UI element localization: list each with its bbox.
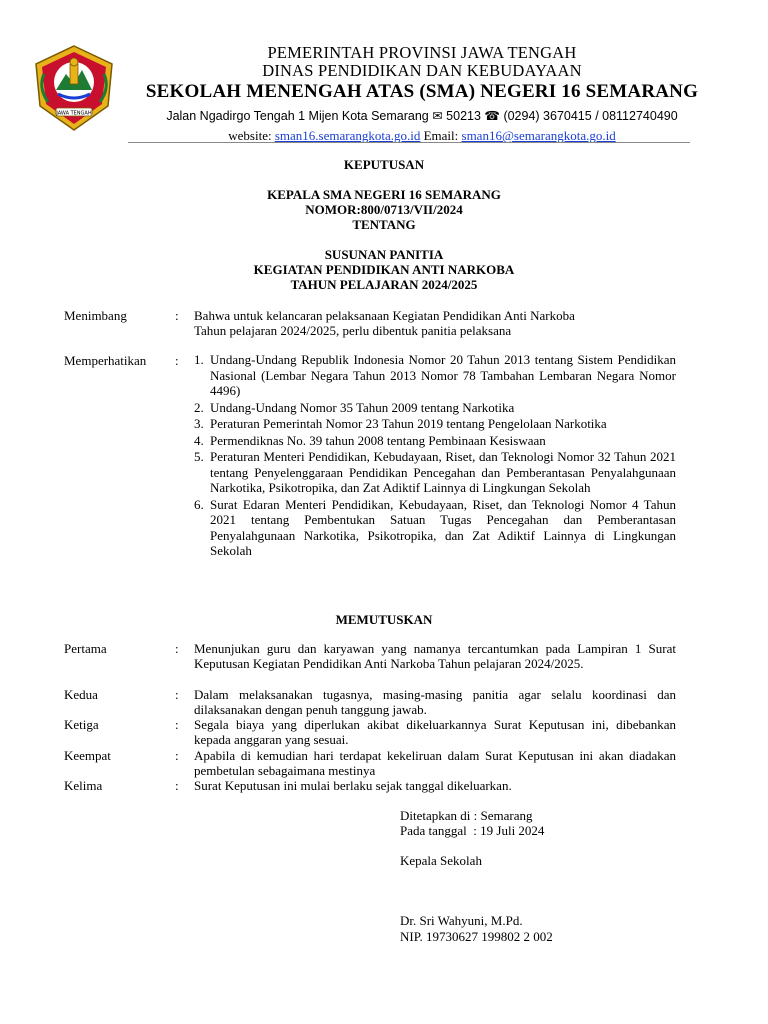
decision-colon: : xyxy=(175,778,179,793)
list-item xyxy=(194,449,676,496)
signature-name: Dr. Sri Wahyuni, M.Pd. xyxy=(400,913,523,928)
decision-colon: : xyxy=(175,641,179,656)
decision-colon: : xyxy=(175,687,179,702)
signature-nip: NIP. 19730627 199802 2 002 xyxy=(400,929,553,944)
list-item xyxy=(194,416,676,432)
memperhatikan-label: Memperhatikan xyxy=(64,353,147,368)
list-item-number: 2. xyxy=(194,399,204,415)
letterhead-school-name: SEKOLAH MENENGAH ATAS (SMA) NEGERI 16 SEMARANG xyxy=(145,81,699,102)
list-item xyxy=(194,352,676,399)
doc-title-tentang: TENTANG xyxy=(352,217,416,232)
menimbang-text xyxy=(194,308,676,338)
list-item-text: Undang-Undang Republik Indonesia Nomor 20 Tahun 2013 tentang Sistem Pendidikan Nasional (Lembar Negara Tahun 2013 Nomor 78 Tambahan Lembaran Negara Nomor 4496) xyxy=(210,352,676,398)
list-item-number: 5. xyxy=(194,449,204,464)
decision-colon: : xyxy=(175,717,179,732)
signature-date: Pada tanggal : 19 Juli 2024 xyxy=(400,823,545,838)
letterhead-department: DINAS PENDIDIKAN DAN KEBUDAYAAN xyxy=(262,61,582,80)
doc-title-kegiatan: KEGIATAN PENDIDIKAN ANTI NARKOBA xyxy=(253,262,515,277)
decision-text: Surat Keputusan ini mulai berlaku sejak tanggal dikeluarkan. xyxy=(194,778,512,793)
memperhatikan-colon: : xyxy=(175,353,179,368)
menimbang-colon: : xyxy=(175,308,179,323)
list-item xyxy=(194,433,676,449)
decision-label: Kelima xyxy=(64,778,103,793)
letterhead-divider xyxy=(128,142,690,143)
letterhead xyxy=(120,44,724,145)
website-link[interactable]: sman16.semarangkota.go.id xyxy=(274,128,421,143)
jawa-tengah-emblem-logo xyxy=(32,44,116,132)
list-item-text: Surat Edaran Menteri Pendidikan, Kebudayaan, Riset, dan Teknologi Nomor 4 Tahun 2021 tentang Pembentukan Satuan Tugas Pencegahan dan Pemberantasan Penyalahgunaan Narkotika, Psikotropika, dan Zat Adiktif Lainnya di Lingkungan Sekolah xyxy=(210,496,676,558)
list-item-number: 1. xyxy=(194,352,204,367)
logo-caption: JAWA TENGAH xyxy=(56,110,92,117)
doc-title-keputusan: KEPUTUSAN xyxy=(343,157,425,172)
doc-title-tahun: TAHUN PELAJARAN 2024/2025 xyxy=(290,277,478,292)
decision-colon: : xyxy=(175,748,179,763)
decision-text: Dalam melaksanakan tugasnya, masing-masing panitia agar selalu koordinasi dan dilaksanakan dengan penuh tanggung jawab. xyxy=(194,687,676,717)
signature-position: Kepala Sekolah xyxy=(400,853,482,868)
doc-title-kepala: KEPALA SMA NEGERI 16 SEMARANG xyxy=(267,187,501,202)
letterhead-address: Jalan Ngadirgo Tengah 1 Mijen Kota Semarang ✉ 50213 ☎ (0294) 3670415 / 08112740490 xyxy=(166,109,678,123)
list-item-text: Peraturan Pemerintah Nomor 23 Tahun 2019 tentang Pengelolaan Narkotika xyxy=(210,416,607,431)
letterhead-government: PEMERINTAH PROVINSI JAWA TENGAH xyxy=(267,43,577,62)
list-item xyxy=(194,400,676,416)
decision-label: Ketiga xyxy=(64,717,99,732)
list-item-number: 6. xyxy=(194,496,204,512)
decision-text: Apabila di kemudian hari terdapat kekeliruan dalam Surat Keputusan ini akan diadakan pembetulan sebagaimana mestinya xyxy=(194,748,676,778)
website-label: website: xyxy=(228,128,272,143)
doc-title-nomor: NOMOR:800/0713/VII/2024 xyxy=(305,202,463,217)
decision-label: Kedua xyxy=(64,687,98,702)
list-item xyxy=(194,497,676,559)
menimbang-line-2: Tahun pelajaran 2024/2025, perlu dibentuk panitia pelaksana xyxy=(194,323,512,338)
decision-text: Menunjukan guru dan karyawan yang namanya tercantumkan pada Lampiran 1 Surat Keputusan Kegiatan Pendidikan Anti Narkoba Tahun pelajaran 2024/2025. xyxy=(194,641,676,671)
decision-label: Keempat xyxy=(64,748,111,763)
email-link[interactable]: sman16@semarangkota.go.id xyxy=(461,128,616,143)
menimbang-line-1: Bahwa untuk kelancaran pelaksanaan Kegiatan Pendidikan Anti Narkoba xyxy=(194,308,575,323)
decision-text: Segala biaya yang diperlukan akibat dikeluarkannya Surat Keputusan ini, dibebankan kepada anggaran yang sesuai. xyxy=(194,717,676,747)
signature-place: Ditetapkan di : Semarang xyxy=(400,808,533,823)
email-label: Email: xyxy=(423,128,459,143)
list-item-text: Peraturan Menteri Pendidikan, Kebudayaan, Riset, dan Teknologi Nomor 32 Tahun 2021 tentang Penyelenggaraan Pendidikan Pencegahan dan Pemberantasan Penyalahgunaan Narkotika, Psikotropika, dan Zat Adiktif Lainnya di Lingkungan Sekolah xyxy=(210,449,676,495)
menimbang-label: Menimbang xyxy=(64,308,127,323)
list-item-text: Undang-Undang Nomor 35 Tahun 2009 tentang Narkotika xyxy=(210,399,515,415)
decision-label: Pertama xyxy=(64,641,107,656)
doc-title-susunan: SUSUNAN PANITIA xyxy=(324,247,444,262)
list-item-text: Permendiknas No. 39 tahun 2008 tentang Pembinaan Kesiswaan xyxy=(210,432,546,448)
memutuskan-heading: MEMUTUSKAN xyxy=(335,612,433,627)
list-item-number: 3. xyxy=(194,416,204,431)
list-item-number: 4. xyxy=(194,432,204,448)
memperhatikan-list xyxy=(194,352,676,560)
